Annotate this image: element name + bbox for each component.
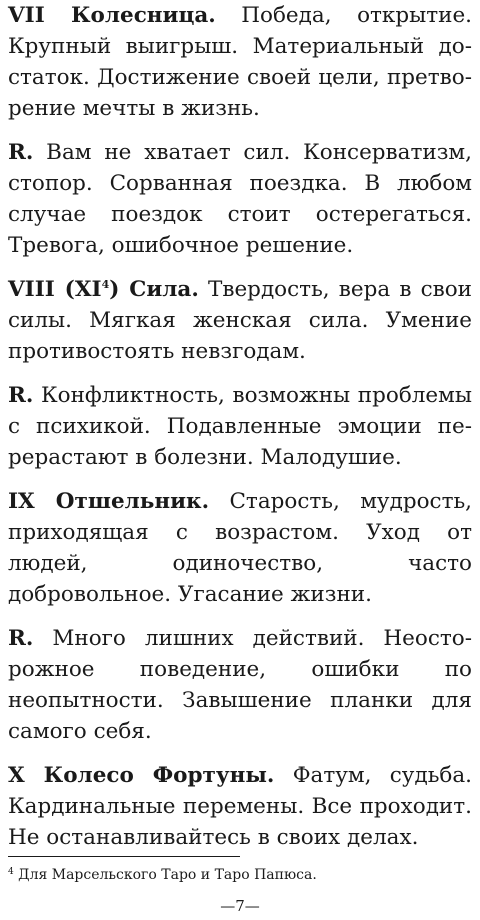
entry-heading: X Колесо Фортуны. [8,763,275,788]
entry-wheel-of-fortune [8,760,472,853]
entry-chariot-reversed [8,137,472,261]
entry-heading-part: ) Сила. [109,277,199,302]
entry-strength-reversed [8,380,472,473]
entry-text: Конфликтность, возможны проблемы с психикой. Подавленные эмоции перерастают в болезни. Малодушие. [8,383,472,470]
entry-heading: VII Колесница. [8,3,216,28]
page-body [8,0,472,866]
footnote-divider [8,856,240,857]
footnote-text: Для Марсельского Таро и Таро Папюса. [13,867,317,883]
entry-heading: R. [8,626,34,651]
entry-text: Старость, мудрость, приходящая с возрастом. Уход от людей, одиночество, часто добровольное. Угасание жизни. [8,489,472,607]
footnote-marker: 4 [8,867,14,877]
entry-hermit-reversed [8,623,472,747]
entry-hermit [8,486,472,610]
entry-text: Вам не хватает сил. Консерватизм, стопор. Сорванная поездка. В любом случае поездок стоит остерегаться. Тревога, ошибочное решение. [8,140,472,258]
entry-text: Много лишних действий. Неосторожное поведение, ошибки по неопытности. Завышение планки для самого себя. [8,626,472,744]
entry-heading: R. [8,383,34,408]
entry-heading-part: VIII (XI [8,277,102,302]
entry-heading [8,277,199,302]
entry-strength [8,274,472,367]
page-number: —7— [220,897,260,915]
footnote [8,866,317,884]
entry-chariot [8,0,472,124]
entry-heading: IX Отшельник. [8,489,210,514]
entry-text: Фатум, судьба. Кардинальные перемены. Все проходит. Не останавливайтесь в своих делах. [8,763,472,850]
footnote-reference: 4 [101,278,110,291]
entry-text: Победа, открытие. Крупный выигрыш. Материальный достаток. Достижение своей цели, претворение мечты в жизнь. [8,3,472,121]
entry-heading: R. [8,140,34,165]
entry-text: Твердость, вера в свои силы. Мягкая женская сила. Умение противостоять невзгодам. [8,277,473,364]
